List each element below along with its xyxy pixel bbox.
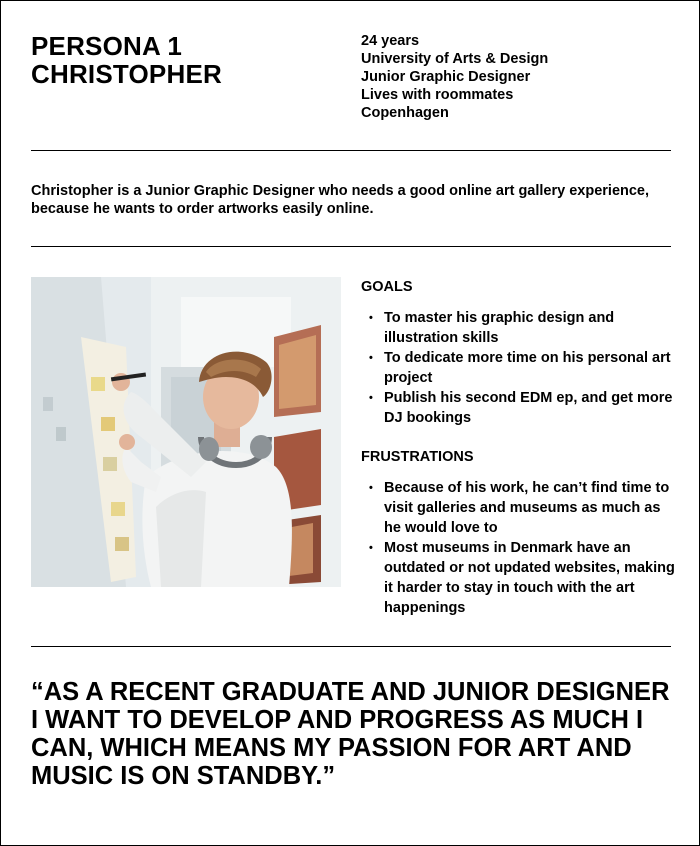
goals-list bbox=[361, 308, 677, 428]
frustrations-list bbox=[361, 478, 677, 618]
persona-photo bbox=[31, 277, 341, 587]
goals-heading: GOALS bbox=[361, 279, 413, 295]
divider bbox=[31, 150, 671, 151]
frustrations-section bbox=[361, 448, 677, 618]
persona-quote: “AS A RECENT GRADUATE AND JUNIOR DESIGNER I WANT TO DEVELOP AND PROGRESS AS MUCH I CAN, WHICH MEANS MY PASSION FOR ART AND MUSIC IS ON STANDBY.” bbox=[31, 678, 670, 790]
persona-summary: Christopher is a Junior Graphic Designer who needs a good online art gallery experience, because he wants to order artworks easily online. bbox=[31, 183, 650, 217]
fact-education: University of Arts & Design bbox=[361, 51, 549, 67]
fact-age: 24 years bbox=[361, 33, 420, 49]
persona-number: PERSONA 1 bbox=[31, 31, 183, 61]
fact-occupation: Junior Graphic Designer bbox=[361, 69, 531, 85]
goal-item: • To dedicate more time on his personal art project bbox=[361, 348, 677, 388]
persona-facts bbox=[361, 32, 548, 122]
goal-item: • To master his graphic design and illustration skills bbox=[361, 308, 677, 348]
goals-section bbox=[361, 278, 677, 428]
fact-location: Copenhagen bbox=[361, 105, 449, 121]
persona-photo-illustration bbox=[31, 277, 341, 587]
persona-title bbox=[31, 32, 222, 88]
divider bbox=[31, 246, 671, 247]
goal-item: • Publish his second EDM ep, and get more DJ bookings bbox=[361, 388, 677, 428]
divider bbox=[31, 646, 671, 647]
frustrations-heading: FRUSTRATIONS bbox=[361, 449, 474, 465]
frustration-item: • Most museums in Denmark have an outdated or not updated websites, making it harder to stay in touch with the art happenings bbox=[361, 538, 677, 618]
fact-living: Lives with roommates bbox=[361, 87, 514, 103]
frustration-item: • Because of his work, he can’t find time to visit galleries and museums as much as he would love to bbox=[361, 478, 677, 538]
persona-name: CHRISTOPHER bbox=[31, 59, 222, 89]
